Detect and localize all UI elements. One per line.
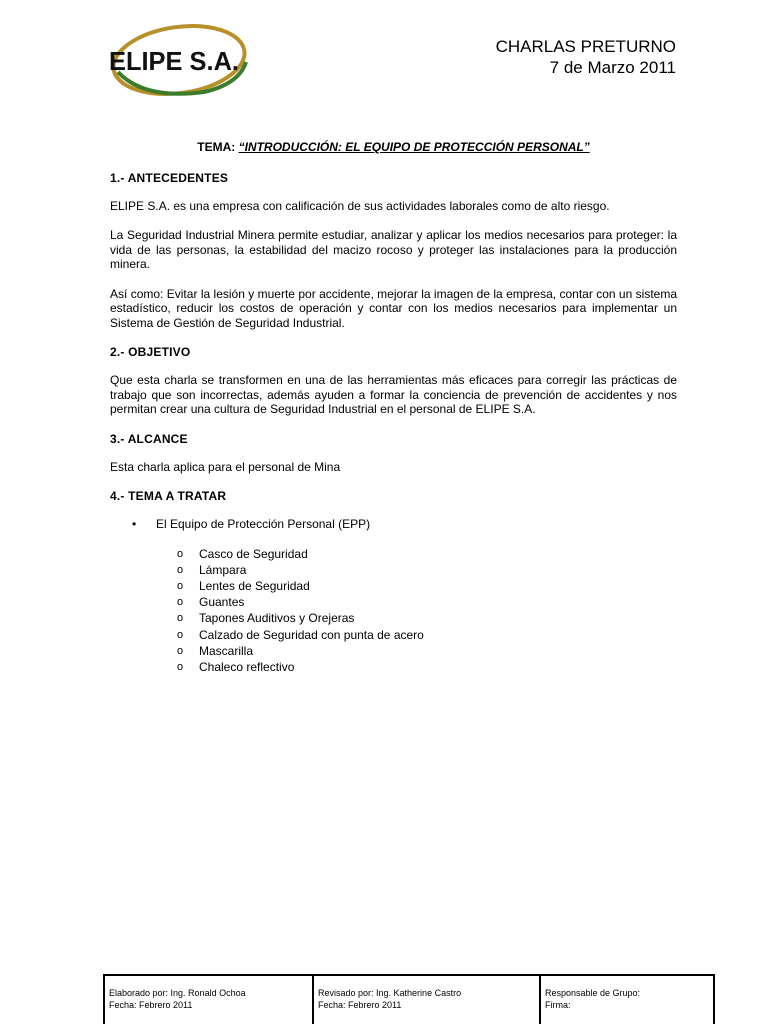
bullet-text: El Equipo de Protección Personal (EPP) [156, 517, 371, 531]
paragraph: ELIPE S.A. es una empresa con calificación de sus actividades laborales como de alto riesgo. [110, 198, 610, 213]
document-date: 7 de Marzo 2011 [549, 58, 676, 77]
list-item: o Guantes [177, 594, 677, 610]
paragraph: La Seguridad Industrial Minera permite estudiar, analizar y aplicar los medios necesarios para proteger: la vida de las personas, la estabilidad del macizo rocoso y proteger las instalaciones para la producción minera. [110, 228, 677, 271]
section-heading-tema-tratar: 4.- TEMA A TRATAR [110, 489, 227, 503]
tema-line [110, 140, 677, 155]
group-responsible: Responsable de Grupo: [545, 988, 641, 998]
list-item: o Mascarilla [177, 643, 677, 659]
approval-table [103, 974, 715, 1024]
section-heading-antecedentes: 1.- ANTECEDENTES [110, 170, 229, 185]
list-item [132, 517, 677, 675]
list-item: o Lentes de Seguridad [177, 578, 677, 594]
section-heading-objetivo: 2.- OBJETIVO [110, 345, 191, 359]
tema-title: “INTRODUCCIÓN: EL EQUIPO DE PROTECCIÓN PERSONAL” [238, 140, 590, 154]
paragraph: Así como: Evitar la lesión y muerte por accidente, mejorar la imagen de la empresa, contar con un sistema estadístico, reducir los costos de operación y contar con los medios necesarios para implementar un Sistema de Gestión de Seguridad Industrial. [110, 286, 677, 330]
logo-text: ELIPE S.A. [109, 46, 239, 76]
reviewed-date: Fecha: Febrero 2011 [318, 1000, 402, 1010]
prepared-by: Elaborado por: Ing. Ronald Ochoa [109, 988, 246, 998]
responsible-cell [541, 976, 713, 1024]
document-body [110, 140, 677, 689]
epp-list [156, 546, 677, 676]
document-header [496, 36, 676, 78]
list-item: o Chaleco reflectivo [177, 659, 677, 675]
list-item: o Lámpara [177, 562, 677, 578]
reviewed-by-cell [314, 976, 541, 1024]
topic-list [110, 517, 677, 675]
list-item: o Calzado de Seguridad con punta de acero [177, 627, 677, 643]
document-title: CHARLAS PRETURNO [495, 37, 676, 56]
paragraph: Esta charla aplica para el personal de Mina [110, 459, 341, 474]
list-item: o Casco de Seguridad [177, 546, 677, 562]
list-item: o Tapones Auditivos y Orejeras [177, 610, 677, 626]
paragraph: Que esta charla se transformen en una de las herramientas más eficaces para corregir las prácticas de trabajo que son incorrectas, además ayuden a formar la conciencia de prevención de accidentes y nos permitan crear una cultura de Seguridad Industrial en el personal de ELIPE S.A. [110, 373, 677, 416]
signature: Firma: [545, 1000, 571, 1010]
tema-label: TEMA: [197, 140, 236, 154]
company-logo [104, 22, 254, 98]
prepared-by-cell [105, 976, 314, 1024]
section-heading-alcance: 3.- ALCANCE [110, 431, 188, 446]
reviewed-by: Revisado por: Ing. Katherine Castro [318, 988, 462, 998]
prepared-date: Fecha: Febrero 2011 [109, 1000, 193, 1010]
